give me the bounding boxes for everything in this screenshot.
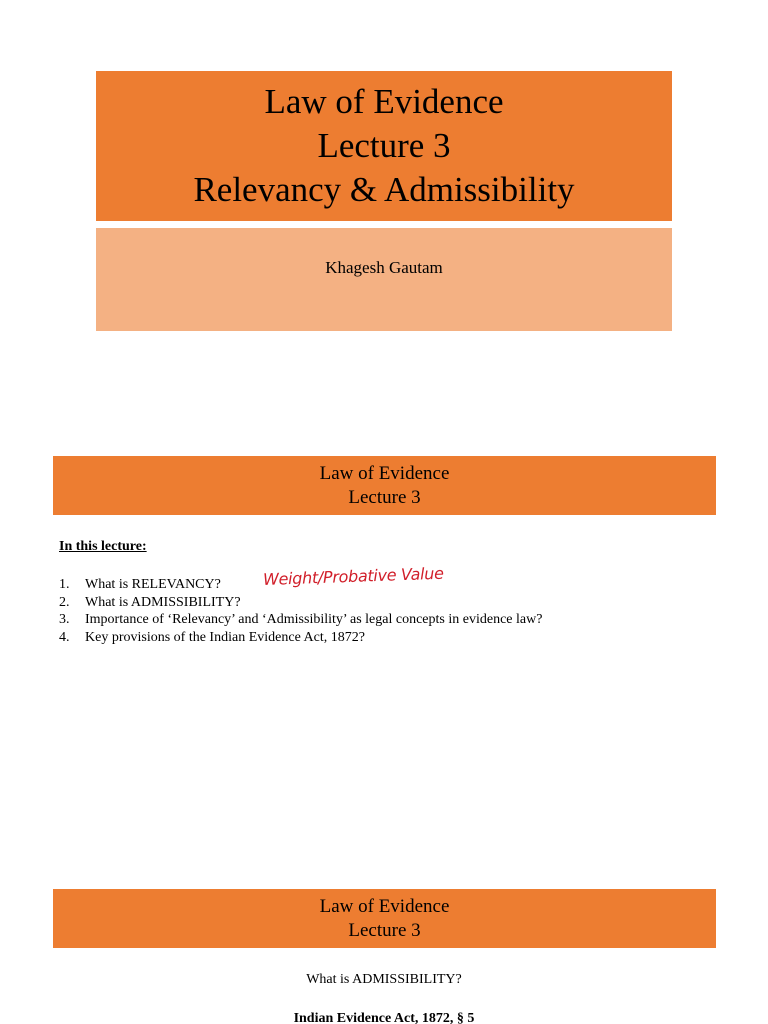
- agenda-item: [59, 594, 542, 612]
- agenda-item-number: 4.: [59, 629, 70, 645]
- agenda-item: [59, 629, 542, 647]
- title-slide-banner: [96, 71, 672, 221]
- agenda-item: [59, 611, 542, 629]
- agenda-item-text: What is RELEVANCY?: [85, 577, 221, 592]
- agenda-item-text: Key provisions of the Indian Evidence Act, 1872?: [85, 629, 365, 645]
- author-name: Khagesh Gautam: [325, 258, 443, 277]
- course-title: Law of Evidence: [264, 82, 504, 121]
- author-banner: [96, 228, 672, 331]
- slide2-header: [53, 456, 716, 515]
- lecture-overview-heading: In this lecture:: [59, 539, 147, 554]
- admissibility-question: What is ADMISSIBILITY?: [306, 972, 462, 987]
- lecture-topic: Relevancy & Admissibility: [193, 170, 575, 209]
- lecture-number: Lecture 3: [317, 126, 451, 165]
- handwritten-annotation: Weight/Probative Value: [262, 563, 444, 589]
- agenda-item-number: 2.: [59, 594, 70, 610]
- agenda-item-text: Importance of ‘Relevancy’ and ‘Admissibility’ as legal concepts in evidence law?: [85, 612, 543, 627]
- slide3-header: [53, 889, 716, 948]
- slide2-header-title: Law of Evidence: [319, 462, 450, 484]
- agenda-item-number: 1.: [59, 577, 70, 592]
- agenda-item-number: 3.: [59, 612, 70, 627]
- slide3-header-title: Law of Evidence: [319, 895, 450, 917]
- slide2-header-subtitle: Lecture 3: [348, 486, 421, 508]
- statute-reference: Indian Evidence Act, 1872, § 5: [293, 1011, 475, 1024]
- slide3-header-subtitle: Lecture 3: [348, 919, 421, 941]
- agenda-item-text: What is ADMISSIBILITY?: [85, 594, 241, 610]
